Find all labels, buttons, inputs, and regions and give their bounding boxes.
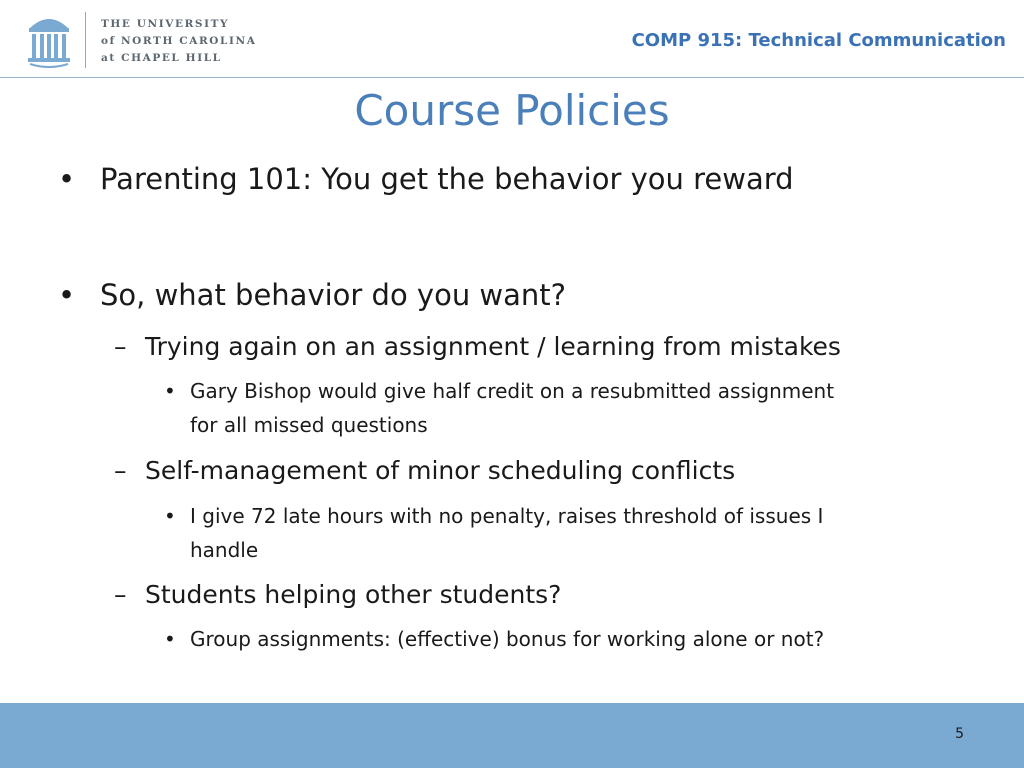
bullet-marker: • (58, 278, 76, 312)
bullet-marker: • (164, 627, 176, 651)
university-line-1: THE UNIVERSITY (101, 18, 230, 30)
university-wordmark (101, 16, 256, 67)
university-line-2: of NORTH CAROLINA (101, 35, 257, 47)
sub-sub-bullet-text: I give 72 late hours with no penalty, raises threshold of issues I (190, 504, 824, 528)
logo-divider (85, 12, 86, 68)
slide-header (0, 0, 1024, 77)
dash-marker: – (114, 580, 127, 609)
bullet-text: So, what behavior do you want? (100, 278, 567, 312)
dash-marker: – (114, 332, 127, 361)
course-title: COMP 915: Technical Communication (631, 30, 1006, 51)
old-well-icon (26, 12, 72, 68)
sub-sub-bullet-text-continued: handle (190, 538, 259, 562)
university-line-3: at CHAPEL HILL (101, 52, 222, 64)
sub-sub-bullet-text-continued: for all missed questions (190, 413, 428, 437)
sub-bullet-text: Trying again on an assignment / learning from mistakes (145, 332, 841, 361)
bullet-marker: • (164, 379, 176, 403)
sub-sub-bullet-text: Group assignments: (effective) bonus for working alone or not? (190, 627, 825, 651)
dash-marker: – (114, 456, 127, 485)
header-divider (0, 77, 1024, 78)
slide-title: Course Policies (354, 86, 670, 135)
bullet-text: Parenting 101: You get the behavior you reward (100, 162, 794, 196)
bullet-marker: • (164, 504, 176, 528)
sub-bullet-text: Self-management of minor scheduling conflicts (145, 456, 736, 485)
sub-sub-bullet-text: Gary Bishop would give half credit on a resubmitted assignment (190, 379, 835, 403)
slide-number: 5 (955, 726, 964, 742)
bullet-marker: • (58, 162, 76, 196)
slide-footer (0, 703, 1024, 768)
sub-bullet-text: Students helping other students? (145, 580, 562, 609)
